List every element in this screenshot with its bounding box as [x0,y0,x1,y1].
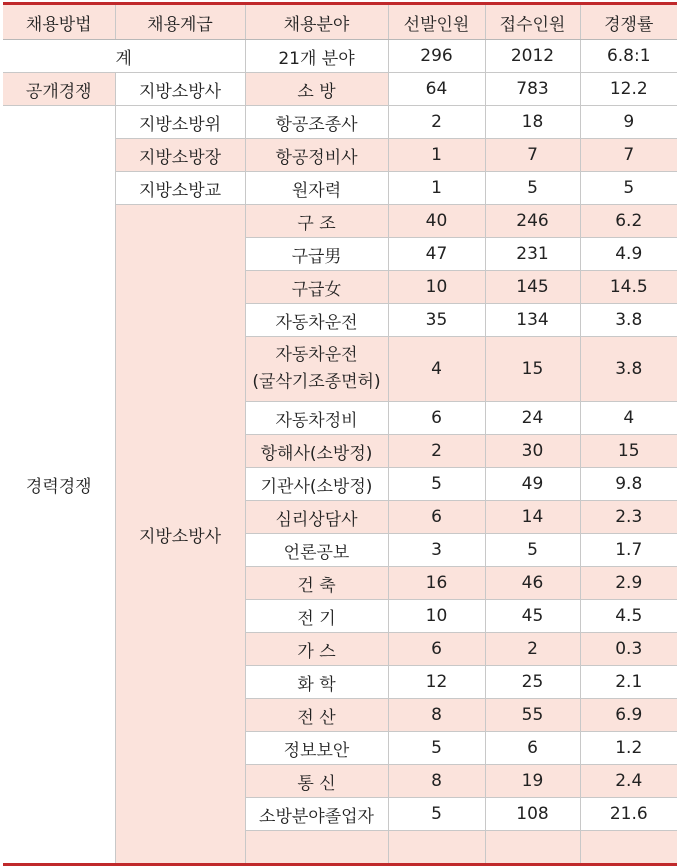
selected-cell: 6 [388,501,485,534]
selected-cell: 10 [388,271,485,304]
selected-cell: 4 [388,337,485,402]
ratio-cell: 4.5 [580,600,677,633]
field-cell [245,831,388,865]
applied-cell: 145 [485,271,580,304]
applied-cell: 45 [485,600,580,633]
applied-cell: 19 [485,765,580,798]
header-row [3,4,677,40]
selected-cell: 10 [388,600,485,633]
ratio-cell: 14.5 [580,271,677,304]
total-applied: 2012 [485,40,580,73]
ratio-cell: 2.3 [580,501,677,534]
applied-cell: 231 [485,238,580,271]
ratio-cell: 12.2 [580,73,677,106]
total-selected: 296 [388,40,485,73]
selected-cell: 1 [388,172,485,205]
recruitment-table [3,2,677,866]
field-cell: 항해사(소방정) [245,435,388,468]
field-cell: 건 축 [245,567,388,600]
header-method: 채용방법 [3,4,115,40]
ratio-cell: 2.9 [580,567,677,600]
table-row [3,106,677,139]
total-label: 계 [3,40,245,73]
applied-cell: 49 [485,468,580,501]
selected-cell: 2 [388,435,485,468]
selected-cell: 2 [388,106,485,139]
applied-cell: 18 [485,106,580,139]
field-cell: 항공정비사 [245,139,388,172]
rank-cell: 지방소방교 [115,172,245,205]
field-cell: 화 학 [245,666,388,699]
field-cell: 통 신 [245,765,388,798]
field-line-2: (굴삭기조종면허) [252,372,381,392]
applied-cell: 6 [485,732,580,765]
applied-cell: 134 [485,304,580,337]
applied-cell: 7 [485,139,580,172]
ratio-cell: 4.9 [580,238,677,271]
selected-cell: 8 [388,699,485,732]
applied-cell: 2 [485,633,580,666]
selected-cell: 6 [388,402,485,435]
selected-cell: 64 [388,73,485,106]
open-competition-row [3,73,677,106]
ratio-cell: 1.2 [580,732,677,765]
applied-cell: 55 [485,699,580,732]
rank-cell: 지방소방사 [115,73,245,106]
ratio-cell [580,831,677,865]
applied-cell [485,831,580,865]
field-line-1: 자동차운전 [275,345,358,365]
field-cell: 기관사(소방정) [245,468,388,501]
field-cell: 가 스 [245,633,388,666]
ratio-cell: 9.8 [580,468,677,501]
ratio-cell: 21.6 [580,798,677,831]
field-cell: 자동차정비 [245,402,388,435]
field-cell: 전 산 [245,699,388,732]
header-applied: 접수인원 [485,4,580,40]
selected-cell: 8 [388,765,485,798]
header-rank: 채용계급 [115,4,245,40]
field-cell [245,337,388,402]
header-field: 채용분야 [245,4,388,40]
total-field: 21개 분야 [245,40,388,73]
field-cell: 항공조종사 [245,106,388,139]
ratio-cell: 9 [580,106,677,139]
ratio-cell: 6.2 [580,205,677,238]
recruitment-table-container [3,2,677,866]
field-cell: 원자력 [245,172,388,205]
ratio-cell: 2.1 [580,666,677,699]
rank-cell: 지방소방위 [115,106,245,139]
applied-cell: 14 [485,501,580,534]
selected-cell: 3 [388,534,485,567]
applied-cell: 25 [485,666,580,699]
ratio-cell: 4 [580,402,677,435]
applied-cell: 5 [485,172,580,205]
selected-cell: 47 [388,238,485,271]
ratio-cell: 6.9 [580,699,677,732]
applied-cell: 30 [485,435,580,468]
method-open: 공개경쟁 [3,73,115,106]
selected-cell: 5 [388,468,485,501]
selected-cell: 1 [388,139,485,172]
ratio-cell: 0.3 [580,633,677,666]
field-cell: 전 기 [245,600,388,633]
ratio-cell: 2.4 [580,765,677,798]
total-ratio: 6.8:1 [580,40,677,73]
ratio-cell: 15 [580,435,677,468]
applied-cell: 46 [485,567,580,600]
selected-cell: 5 [388,798,485,831]
field-cell: 자동차운전 [245,304,388,337]
selected-cell: 5 [388,732,485,765]
header-selected: 선발인원 [388,4,485,40]
selected-cell: 16 [388,567,485,600]
field-cell: 언론공보 [245,534,388,567]
method-career: 경력경쟁 [3,106,115,865]
selected-cell [388,831,485,865]
ratio-cell: 1.7 [580,534,677,567]
field-cell: 소방분야졸업자 [245,798,388,831]
field-cell: 정보보안 [245,732,388,765]
ratio-cell: 7 [580,139,677,172]
ratio-cell: 3.8 [580,304,677,337]
applied-cell: 5 [485,534,580,567]
field-cell: 심리상담사 [245,501,388,534]
applied-cell: 108 [485,798,580,831]
ratio-cell: 5 [580,172,677,205]
field-cell: 구 조 [245,205,388,238]
selected-cell: 40 [388,205,485,238]
applied-cell: 24 [485,402,580,435]
field-cell: 소 방 [245,73,388,106]
field-cell: 구급女 [245,271,388,304]
header-ratio: 경쟁률 [580,4,677,40]
field-cell: 구급男 [245,238,388,271]
applied-cell: 15 [485,337,580,402]
applied-cell: 246 [485,205,580,238]
selected-cell: 6 [388,633,485,666]
total-row [3,40,677,73]
applied-cell: 783 [485,73,580,106]
selected-cell: 12 [388,666,485,699]
rank-group-cell: 지방소방사 [115,205,245,865]
ratio-cell: 3.8 [580,337,677,402]
selected-cell: 35 [388,304,485,337]
rank-cell: 지방소방장 [115,139,245,172]
